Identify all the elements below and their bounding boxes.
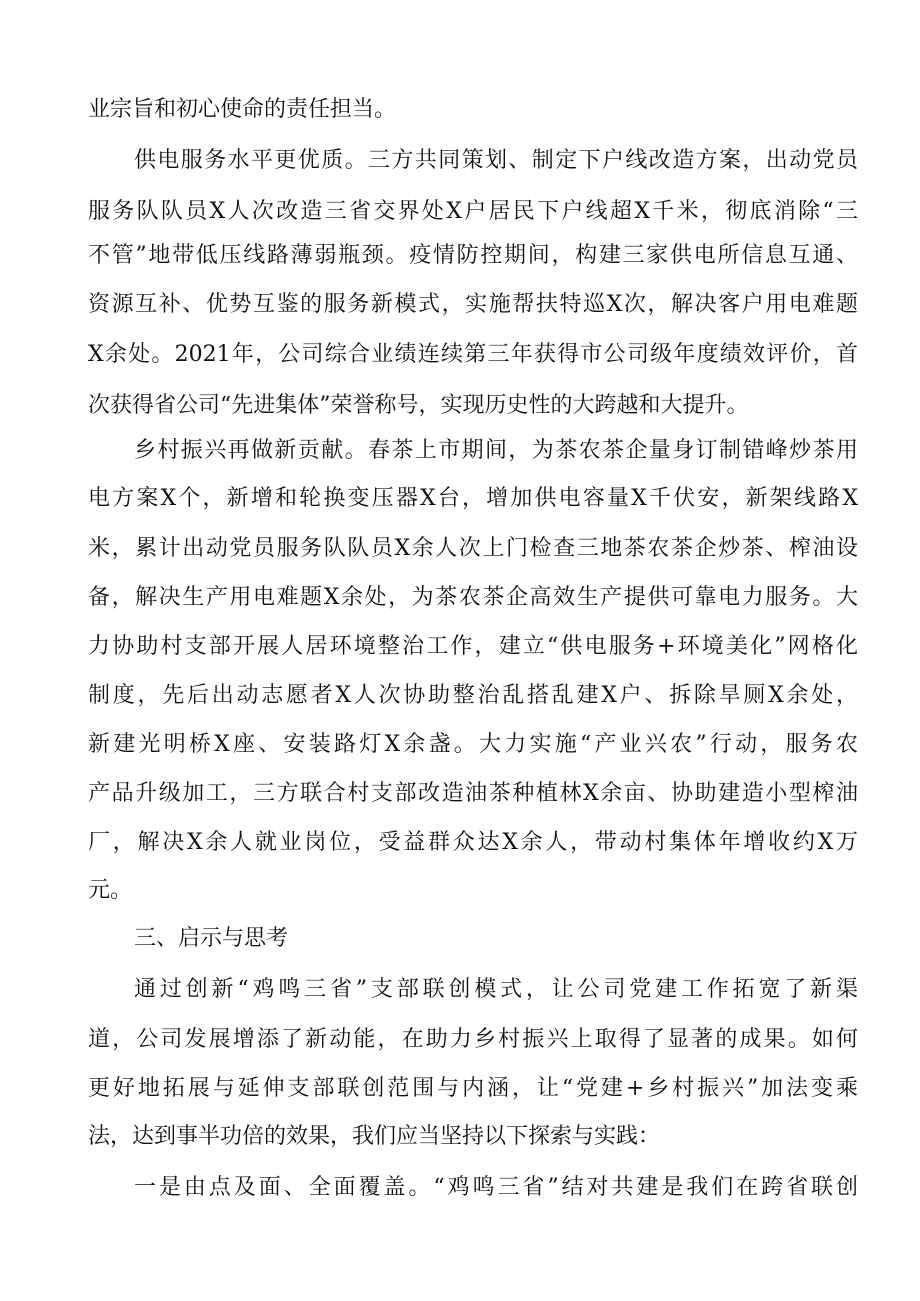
text-line-19: 通过创新“鸡鸣三省”支部联创模式，让公司党建工作拓宽了新渠 [134,977,858,1002]
text-line-15: 产品升级加工，三方联合村支部改造油茶种植林X余亩、协助建造小型榨油 [88,781,858,806]
text-line-7: 次获得省公司“先进集体”荣誉称号，实现历史性的大跨越和大提升。 [88,393,749,418]
text-line-21: 更好地拓展与延伸支部联创范围与内涵，让“党建+乡村振兴”加法变乘 [88,1076,858,1101]
text-line-20: 道，公司发展增添了新动能，在助力乡村振兴上取得了显著的成果。如何 [88,1027,858,1052]
text-line-22: 法，达到事半功倍的效果，我们应当坚持以下探索与实践： [88,1124,661,1149]
text-line-23: 一是由点及面、全面覆盖。“鸡鸣三省”结对共建是我们在跨省联创 [134,1175,858,1200]
section-heading: 三、启示与思考 [134,926,289,951]
text-line-5: 资源互补、优势互鉴的服务新模式，实施帮扶特巡X次，解决客户用电难题 [88,292,858,317]
text-line-14: 新建光明桥X座、安装路灯X余盏。大力实施“产业兴农”行动，服务农 [88,732,858,757]
text-line-12: 力协助村支部开展人居环境整治工作，建立“供电服务+环境美化”网格化 [88,634,858,659]
text-line-2: 供电服务水平更优质。三方共同策划、制定下户线改造方案，出动党员 [134,148,858,173]
text-line-17: 元。 [88,878,133,903]
text-line-4: 不管”地带低压线路薄弱瓶颈。疫情防控期间，构建三家供电所信息互通、 [88,243,858,268]
text-line-1: 业宗旨和初心使命的责任担当。 [88,97,397,122]
text-line-9: 电方案X个，新增和轮换变压器X台，增加供电容量X千伏安，新架线路X [88,486,858,511]
text-line-16: 厂，解决X余人就业岗位，受益群众达X余人，带动村集体年增收约X万 [88,830,858,855]
text-line-8: 乡村振兴再做新贡献。春茶上市期间，为茶农茶企量身订制错峰炒茶用 [134,438,858,463]
text-line-3: 服务队队员X人次改造三省交界处X户居民下户线超X千米，彻底消除“三 [88,199,858,224]
text-line-13: 制度，先后出动志愿者X人次协助整治乱搭乱建X户、拆除旱厕X余处， [88,683,858,708]
text-line-6: X余处。2021年，公司综合业绩连续第三年获得市公司级年度绩效评价，首 [88,342,858,367]
text-line-11: 备，解决生产用电难题X余处，为茶农茶企高效生产提供可靠电力服务。大 [88,585,858,610]
text-line-10: 米，累计出动党员服务队队员X余人次上门检查三地茶农茶企炒茶、榨油设 [88,536,858,561]
